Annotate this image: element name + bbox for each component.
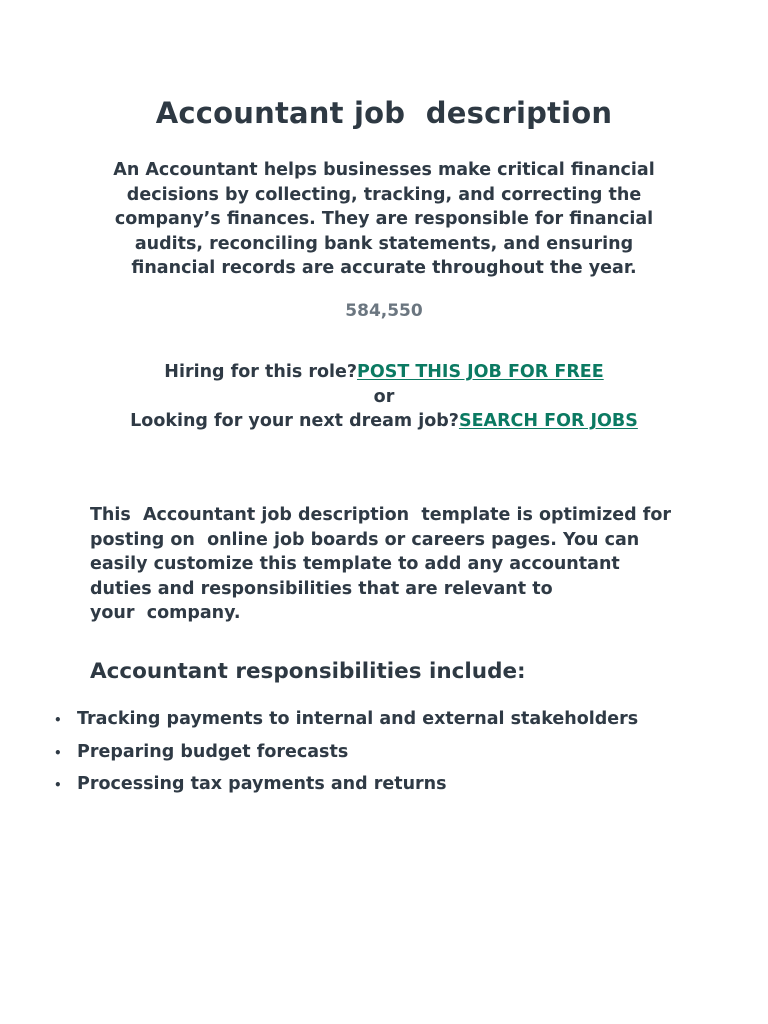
- bullet-icon: •: [54, 713, 62, 727]
- intro-line: audits, reconciling bank statements, and ensuring: [134, 233, 634, 254]
- bullet-icon: •: [54, 745, 62, 760]
- responsibilities-heading: Accountant responsibilities include:: [90, 659, 526, 684]
- intro-paragraph: [94, 158, 674, 281]
- search-jobs-link[interactable]: SEARCH FOR JOBS: [458, 411, 638, 432]
- template-note: [90, 503, 700, 626]
- hiring-row: [0, 360, 768, 385]
- template-note-line: posting on online job boards or careers pages. You can: [90, 529, 640, 550]
- page-title: Accountant job description: [155, 96, 613, 130]
- intro-line: An Accountant helps businesses make critical financial: [113, 160, 655, 180]
- list-item-text: Tracking payments to internal and external stakeholders: [77, 709, 639, 729]
- job-count: 584,550: [345, 301, 423, 321]
- hiring-prompt: Hiring for this role?: [164, 362, 358, 382]
- bullet-icon: •: [54, 778, 62, 792]
- list-item-text: Processing tax payments and returns: [77, 774, 447, 794]
- template-note-line: duties and responsibilities that are relevant to: [90, 578, 553, 599]
- list-item: [50, 707, 638, 740]
- intro-line: company’s finances. They are responsible for financial: [114, 209, 654, 230]
- intro-line: decisions by collecting, tracking, and correcting the: [126, 184, 642, 205]
- template-note-line: This Accountant job description template is optimized for: [90, 505, 672, 525]
- list-item-text: Preparing budget forecasts: [77, 741, 349, 762]
- looking-row: [0, 409, 768, 434]
- looking-prompt: Looking for your next dream job?: [130, 411, 459, 432]
- or-separator: or: [373, 386, 395, 407]
- list-item: [50, 740, 638, 773]
- post-job-link[interactable]: POST THIS JOB FOR FREE: [357, 362, 604, 382]
- list-item: [50, 772, 638, 805]
- responsibilities-list: [50, 707, 638, 805]
- intro-line: financial records are accurate throughout the year.: [131, 258, 637, 279]
- template-note-line: your company.: [90, 603, 241, 624]
- cta-block: [0, 360, 768, 434]
- template-note-line: easily customize this template to add any accountant: [90, 554, 620, 575]
